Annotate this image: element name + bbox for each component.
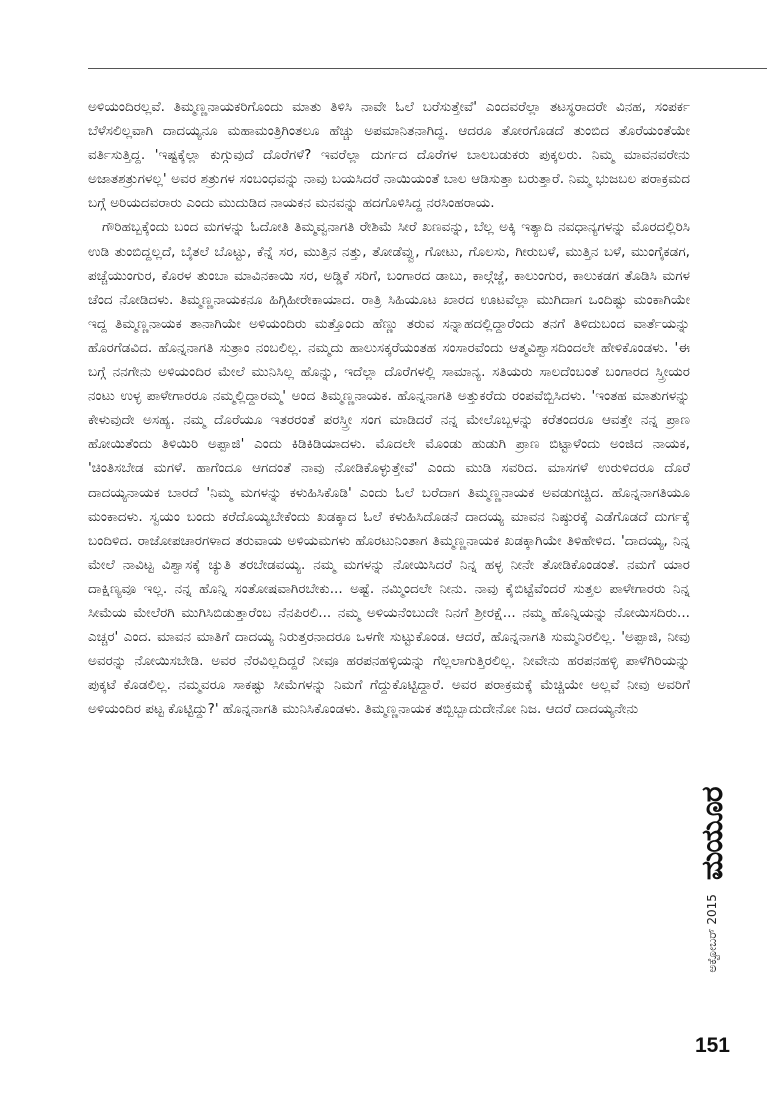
issue-date: ಅಕ್ಟೋಬರ್ 2015 <box>704 894 719 973</box>
article-body <box>88 95 690 721</box>
article-paragraph-1: ಅಳಿಯಂದಿರಲ್ಲವೆ. ತಿಮ್ಮಣ್ಣನಾಯಕರಿಗೊಂದು ಮಾತು ತಿಳಿಸಿ ನಾವೇ ಓಲೆ ಬರೆಸುತ್ತೇವೆ' ಎಂದವರೆಲ್ಲಾ ತಟಸ್ಥರಾದರೇ ವಿನಹ, ಸಂಪರ್ಕ ಬೆಳೆಸಲಿಲ್ಲವಾಗಿ ದಾದಯ್ಯನೂ ಮಹಾಮಂತ್ರಿಗಿಂತಲೂ ಹೆಚ್ಚು ಅಪಮಾನಿತನಾಗಿದ್ದ. ಆದರೂ ತೋರಗೊಡದೆ ತುಂಬಿದ ತೊರೆಯಂತೆಯೇ ವರ್ತಿಸುತ್ತಿದ್ದ. 'ಇಷ್ಟಕ್ಕೆಲ್ಲಾ ಕುಗ್ಗುವುದೆ ದೊರೆಗಳೆ? ಇವರೆಲ್ಲಾ ದುರ್ಗದ ದೊರೆಗಳ ಬಾಲಬಡುಕರು ಪುಕ್ಕಲರು. ನಿಮ್ಮ ಮಾವನವರೇನು ಅಜಾತಶತ್ರುಗಳಲ್ಲ' ಅವರ ಶತ್ರುಗಳ ಸಂಬಂಧವನ್ನು ನಾವು ಬಯಸಿದರೆ ನಾಯಿಯಂತೆ ಬಾಲ ಆಡಿಸುತ್ತಾ ಬರುತ್ತಾರೆ. ನಿಮ್ಮ ಭುಜಬಲ ಪರಾಕ್ರಮದ ಬಗ್ಗೆ ಅರಿಯದವರಾರು ಎಂದು ಮುದುಡಿದ ನಾಯಕನ ಮನವನ್ನು ಹದಗೊಳಿಸಿದ್ದ ನರಸಿಂಹರಾಯ. <box>88 99 690 212</box>
magazine-logo: ಮಯೂರ <box>694 787 730 881</box>
article-paragraph-2: ಗೌರಿಹಬ್ಬಕ್ಕೆಂದು ಬಂದ ಮಗಳನ್ನು ಓದೋತಿ ತಿಮ್ಮವ್ವನಾಗತಿ ರೇಶಿಮೆ ಸೀರೆ ಖಣವನ್ನು, ಬೆಲ್ಲ ಅಕ್ಕಿ ಇತ್ಯಾದಿ ನವಧಾನ್ಯಗಳನ್ನು ಮೊರದಲ್ಲಿರಿಸಿ ಉಡಿ ತುಂಬಿದ್ದಲ್ಲದೆ, ಬೈತಲೆ ಬೊಟ್ಟು, ಕೆನ್ನೆ ಸರ, ಮುತ್ತಿನ ನತ್ತು, ತೋಡೆವ್ವು, ಗೋಟು, ಗೊಲಸು, ಗೀರುಬಳೆ, ಮುತ್ತಿನ ಬಳೆ, ಮುಂಗೈಕಡಗ, ಪಚ್ಚೆಯುಂಗುರ, ಕೊರಳ ತುಂಬಾ ಮಾವಿನಕಾಯಿ ಸರ, ಅಡ್ಡಿಕೆ ಸರಿಗೆ, ಬಂಗಾರದ ಡಾಬು, ಕಾಲ್ಗೆಜ್ಜೆ, ಕಾಲುಂಗುರ, ಕಾಲುಕಡಗ ತೊಡಿಸಿ ಮಗಳ ಚೆಂದ ನೋಡಿದಳು. ತಿಮ್ಮಣ್ಣನಾಯಕನೂ ಹಿಗ್ಗಿಹೀರೇಕಾಯಾದ. ರಾತ್ರಿ ಸಿಹಿಯೂಟ ಖಾರದ ಊಟವೆಲ್ಲಾ ಮುಗಿದಾಗ ಒಂದಿಷ್ಟು ಮಂಕಾಗಿಯೇ ಇದ್ದ ತಿಮ್ಮಣ್ಣನಾಯಕ ತಾನಾಗಿಯೇ ಅಳಿಯಂದಿರು ಮತ್ತೊಂದು ಹೆಣ್ಣು ತರುವ ಸನ್ನಾಹದಲ್ಲಿದ್ದಾರೆಂದು ತನಗೆ ತಿಳಿದುಬಂದ ವಾರ್ತೆಯನ್ನು ಹೊರಗೆಡವಿದ. ಹೊನ್ನನಾಗತಿ ಸುತ್ರಾಂ ನಂಬಲಿಲ್ಲ. ನಮ್ಮದು ಹಾಲುಸಕ್ಕರೆಯಂತಹ ಸಂಸಾರವೆಂದು ಆತ್ಮವಿಶ್ವಾಸದಿಂದಲೇ ಹೇಳಿಕೊಂಡಳು. 'ಈ ಬಗ್ಗೆ ನನಗೇನು ಅಳಿಯಂದಿರ ಮೇಲೆ ಮುನಿಸಿಲ್ಲ ಹೊನ್ನು, ಇದೆಲ್ಲಾ ದೊರೆಗಳಲ್ಲಿ ಸಾಮಾನ್ಯ. ಸತಿಯರು ಸಾಲದೆಂಬಂತೆ ಬಂಗಾರದ ಸ್ತ್ರೀಯರ ನಂಟು ಉಳ್ಳ ಪಾಳೇಗಾರರೂ ನಮ್ಮಲ್ಲಿದ್ದಾರಮ್ಮ' ಅಂದ ತಿಮ್ಮಣ್ಣನಾಯಕ. ಹೊನ್ನನಾಗತಿ ಅತ್ತುಕರೆದು ರಂಪವೆಬ್ಬಿಸಿದಳು. 'ಇಂತಹ ಮಾತುಗಳನ್ನು ಕೇಳುವುದೇ ಅಸಹ್ಯ. ನಮ್ಮ ದೊರೆಯೂ ಇತರರಂತೆ ಪರಸ್ತ್ರೀ ಸಂಗ ಮಾಡಿದರೆ ನನ್ನ ಮೇಲೊಬ್ಬಳನ್ನು ಕರೆತಂದರೂ ಆವತ್ತೇ ನನ್ನ ಪ್ರಾಣ ಹೋಯಿತೆಂದು ತಿಳಿಯಿರಿ ಅಪ್ಪಾಜಿ' ಎಂದು ಕಿಡಿಕಿಡಿಯಾದಳು. ಮೊದಲೇ ಮೊಂಡು ಹುಡುಗಿ ಪ್ರಾಣ ಬಿಟ್ಟಾಳೆಂದು ಅಂಜಿದ ನಾಯಕ, 'ಚಿಂತಿಸಬೇಡ ಮಗಳೆ. ಹಾಗೆಂದೂ ಆಗದಂತೆ ನಾವು ನೋಡಿಕೊಳ್ಳುತ್ತೇವೆ' ಎಂದು ಮುಡಿ ಸವರಿದ. ಮಾಸಗಳೆ ಉರುಳಿದರೂ ದೊರೆ ದಾದಯ್ಯನಾಯಕ ಬಾರದೆ 'ನಿಮ್ಮ ಮಗಳನ್ನು ಕಳುಹಿಸಿಕೊಡಿ' ಎಂದು ಓಲೆ ಬರೆದಾಗ ತಿಮ್ಮಣ್ಣನಾಯಕ ಅವಡುಗಚ್ಚಿದ. ಹೊನ್ನನಾಗತಿಯೂ ಮಂಕಾದಳು. ಸ್ವಯಂ ಬಂದು ಕರೆದೊಯ್ಯಬೇಕೆಂದು ಖಡಕ್ಕಾದ ಓಲೆ ಕಳುಹಿಸಿದೊಡನೆ ದಾದಯ್ಯ ಮಾವನ ನಿಷ್ಠುರಕ್ಕೆ ಎಡೆಗೊಡದೆ ದುರ್ಗಕ್ಕೆ ಬಂದಿಳಿದ. ರಾಜೋಪಚಾರಗಳಾದ ತರುವಾಯ ಅಳಿಯಮಗಳು ಹೊರಟುನಿಂತಾಗ ತಿಮ್ಮಣ್ಣನಾಯಕ ಖಡಕ್ಕಾಗಿಯೇ ತಿಳಿಹೇಳಿದ. 'ದಾದಯ್ಯ, ನಿನ್ನ ಮೇಲೆ ನಾವಿಟ್ಟ ವಿಶ್ವಾಸಕ್ಕೆ ಚ್ಯುತಿ ತರಬೇಡವಯ್ಯ. ನಮ್ಮ ಮಗಳನ್ನು ನೋಯಿಸಿದರೆ ನಿನ್ನ ಹಳ್ಳ ನೀನೇ ತೋಡಿಕೊಂಡಂತೆ. ನಮಗೆ ಯಾರ ದಾಕ್ಷಿಣ್ಯವೂ ಇಲ್ಲ. ನನ್ನ ಹೊನ್ನಿ ಸಂತೋಷವಾಗಿರಬೇಕು... ಅಷ್ಟೆ. ನಮ್ಮಿಂದಲೇ ನೀನು. ನಾವು ಕೈಬಿಟ್ಟೆವೆಂದರೆ ಸುತ್ತಲ ಪಾಳೇಗಾರರು ನಿನ್ನ ಸೀಮೆಯ ಮೇಲೆರಗಿ ಮುಗಿಸಿಬಿಡುತ್ತಾರೆಂಬ ನೆನಪಿರಲಿ... ನಮ್ಮ ಅಳಿಯನೆಂಬುದೇ ನಿನಗೆ ಶ್ರೀರಕ್ಷೆ... ನಮ್ಮ ಹೊನ್ನಿಯನ್ನು ನೋಯಿಸದಿರು... ಎಚ್ಚರ' ಎಂದ. ಮಾವನ ಮಾತಿಗೆ ದಾದಯ್ಯ ನಿರುತ್ತರನಾದರೂ ಒಳಗೇ ಸುಟ್ಟುಕೊಂಡ. ಆದರೆ, ಹೊನ್ನನಾಗತಿ ಸುಮ್ಮನಿರಲಿಲ್ಲ. 'ಅಪ್ಪಾಜಿ, ನೀವು ಅವರನ್ನು ನೋಯಿಸಬೇಡಿ. ಅವರ ನೆರವಿಲ್ಲದಿದ್ದರೆ ನೀವೂ ಹರಪನಹಳ್ಳಿಯನ್ನು ಗೆಲ್ಲಲಾಗುತ್ತಿರಲಿಲ್ಲ. ನೀವೇನು ಹರಪನಹಳ್ಳಿ ಪಾಳೆಗಿರಿಯನ್ನು ಪುಕ್ಕಟೆ ಕೊಡಲಿಲ್ಲ. ನಮ್ಮವರೂ ಸಾಕಷ್ಟು ಸೀಮೆಗಳನ್ನು ನಿಮಗೆ ಗೆದ್ದುಕೊಟ್ಟಿದ್ದಾರೆ. ಅವರ ಪರಾಕ್ರಮಕ್ಕೆ ಮೆಚ್ಚಿಯೇ ಅಲ್ಲವೆ ನೀವು ಅವರಿಗೆ ಅಳಿಯಂದಿರ ಪಟ್ಟ ಕೊಟ್ಟಿದ್ದು?' ಹೊನ್ನನಾಗತಿ ಮುನಿಸಿಕೊಂಡಳು. ತಿಮ್ಮಣ್ಣನಾಯಕ ತಬ್ಬಿಬ್ಬಾದುದೇನೋ ನಿಜ. ಆದರೆ ದಾದಯ್ಯನೇನು <box>88 219 690 718</box>
header-rule <box>88 68 767 69</box>
page-number: 151 <box>694 1034 730 1057</box>
sidebar-masthead <box>694 728 730 1033</box>
